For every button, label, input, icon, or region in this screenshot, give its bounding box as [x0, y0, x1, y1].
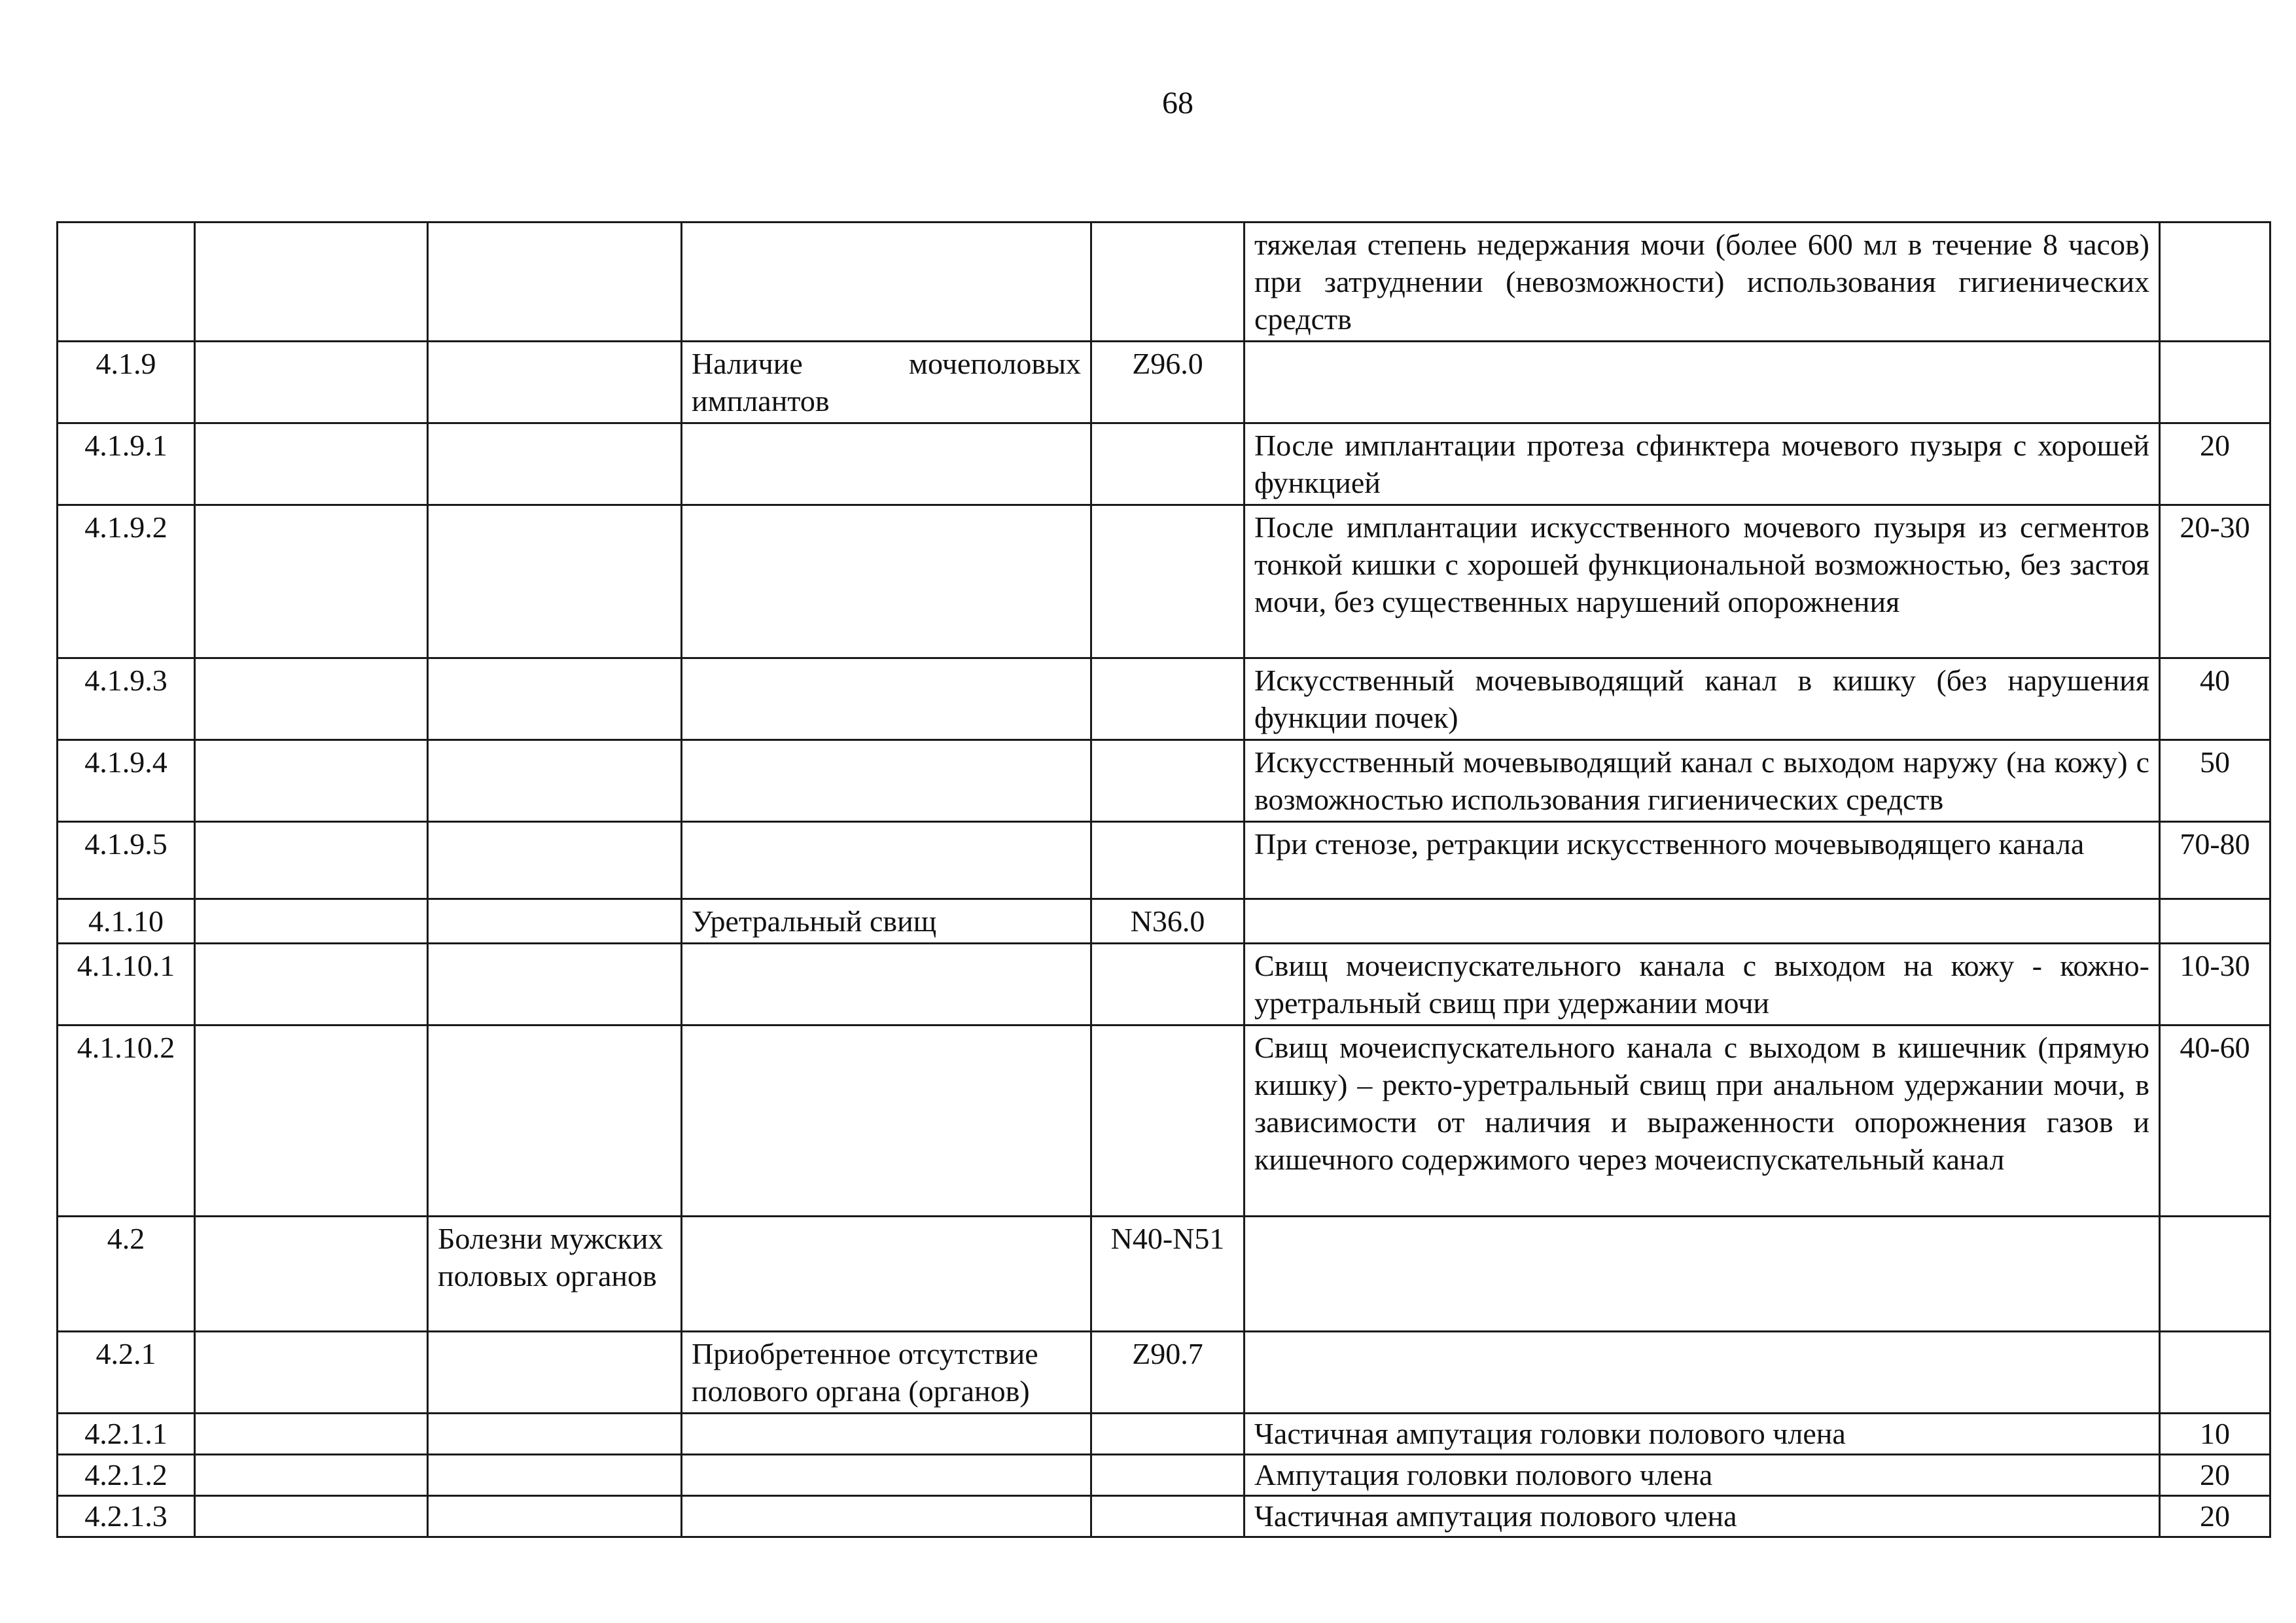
- condition-name-cell: [682, 1217, 1091, 1332]
- empty-cell: [195, 342, 428, 423]
- row-number-cell: 4.2.1.2: [58, 1455, 195, 1496]
- row-number-cell: 4.2: [58, 1217, 195, 1332]
- percent-cell: 10: [2160, 1414, 2270, 1455]
- row-number-cell: 4.1.10.1: [58, 944, 195, 1026]
- description-cell: Свищ мочеиспускательного канала с выходом в кишечник (прямую кишку) – ректо-уретральный свищ при анальном удержании мочи, в зависимости от наличия и выраженности опорожнения газов и кишечного содержимого через мочеиспускательный канал: [1245, 1026, 2160, 1217]
- description-cell: [1245, 342, 2160, 423]
- percent-cell: [2160, 1217, 2270, 1332]
- description-cell: Свищ мочеиспускательного канала с выходом на кожу - кожно-уретральный свищ при удержании мочи: [1245, 944, 2160, 1026]
- condition-name-cell: [682, 944, 1091, 1026]
- percent-cell: 50: [2160, 740, 2270, 822]
- condition-name-cell: [682, 822, 1091, 899]
- icd-code-cell: N36.0: [1091, 899, 1245, 944]
- table-row: [58, 1217, 2270, 1332]
- table-row: [58, 944, 2270, 1026]
- percent-cell: 20: [2160, 1496, 2270, 1537]
- table-row: [58, 822, 2270, 899]
- condition-name-cell: [682, 1414, 1091, 1455]
- description-cell: [1245, 1217, 2160, 1332]
- category-cell: [428, 1496, 682, 1537]
- condition-name-cell: [682, 505, 1091, 658]
- condition-name-cell: [682, 223, 1091, 342]
- empty-cell: [195, 1026, 428, 1217]
- empty-cell: [195, 1217, 428, 1332]
- icd-code-cell: [1091, 1496, 1245, 1537]
- empty-cell: [195, 1332, 428, 1414]
- description-cell: [1245, 1332, 2160, 1414]
- empty-cell: [195, 423, 428, 505]
- empty-cell: [195, 658, 428, 740]
- percent-cell: 40-60: [2160, 1026, 2270, 1217]
- icd-code-cell: [1091, 1026, 1245, 1217]
- row-number-cell: 4.1.9.1: [58, 423, 195, 505]
- icd-code-cell: Z96.0: [1091, 342, 1245, 423]
- row-number-cell: 4.1.9: [58, 342, 195, 423]
- table-row: [58, 1026, 2270, 1217]
- category-cell: [428, 899, 682, 944]
- table-row: [58, 342, 2270, 423]
- empty-cell: [195, 1496, 428, 1537]
- table-row: [58, 505, 2270, 658]
- classification-table: [56, 221, 2271, 1538]
- row-number-cell: 4.1.10: [58, 899, 195, 944]
- empty-cell: [195, 740, 428, 822]
- description-cell: Частичная ампутация головки полового члена: [1245, 1414, 2160, 1455]
- table-row: [58, 1332, 2270, 1414]
- category-cell: [428, 1332, 682, 1414]
- category-cell: [428, 1455, 682, 1496]
- description-cell: тяжелая степень недержания мочи (более 600 мл в течение 8 часов) при затруднении (невозможности) использования гигиенических средств: [1245, 223, 2160, 342]
- row-number-cell: 4.2.1.3: [58, 1496, 195, 1537]
- empty-cell: [195, 1455, 428, 1496]
- condition-name-cell: [682, 658, 1091, 740]
- description-cell: Искусственный мочевыводящий канал с выходом наружу (на кожу) с возможностью использования гигиенических средств: [1245, 740, 2160, 822]
- icd-code-cell: Z90.7: [1091, 1332, 1245, 1414]
- percent-cell: 20: [2160, 423, 2270, 505]
- empty-cell: [195, 1414, 428, 1455]
- row-number-cell: 4.1.10.2: [58, 1026, 195, 1217]
- table-row: [58, 1414, 2270, 1455]
- row-number-cell: 4.2.1.1: [58, 1414, 195, 1455]
- empty-cell: [195, 822, 428, 899]
- percent-cell: 20-30: [2160, 505, 2270, 658]
- condition-name-cell: Приобретенное отсутствие полового органа (органов): [682, 1332, 1091, 1414]
- table-row: [58, 658, 2270, 740]
- description-cell: Частичная ампутация полового члена: [1245, 1496, 2160, 1537]
- row-number-cell: [58, 223, 195, 342]
- percent-cell: 10-30: [2160, 944, 2270, 1026]
- condition-name-cell: [682, 423, 1091, 505]
- category-cell: [428, 658, 682, 740]
- icd-code-cell: [1091, 505, 1245, 658]
- icd-code-cell: [1091, 944, 1245, 1026]
- table-row: [58, 223, 2270, 342]
- category-cell: [428, 944, 682, 1026]
- empty-cell: [195, 944, 428, 1026]
- icd-code-cell: [1091, 740, 1245, 822]
- condition-name-cell: Наличие мочеполовых имплантов: [682, 342, 1091, 423]
- row-number-cell: 4.1.9.2: [58, 505, 195, 658]
- condition-name-cell: [682, 1496, 1091, 1537]
- category-cell: [428, 505, 682, 658]
- percent-cell: 20: [2160, 1455, 2270, 1496]
- percent-cell: 40: [2160, 658, 2270, 740]
- category-cell: [428, 223, 682, 342]
- condition-name-cell: [682, 1455, 1091, 1496]
- icd-code-cell: [1091, 1414, 1245, 1455]
- page-number: 68: [1162, 86, 1193, 120]
- empty-cell: [195, 505, 428, 658]
- table-row: [58, 1496, 2270, 1537]
- percent-cell: [2160, 899, 2270, 944]
- category-cell: [428, 423, 682, 505]
- category-cell: [428, 1026, 682, 1217]
- category-cell: [428, 740, 682, 822]
- icd-code-cell: [1091, 822, 1245, 899]
- icd-code-cell: [1091, 423, 1245, 505]
- description-cell: После имплантации протеза сфинктера мочевого пузыря с хорошей функцией: [1245, 423, 2160, 505]
- row-number-cell: 4.1.9.5: [58, 822, 195, 899]
- percent-cell: [2160, 223, 2270, 342]
- description-cell: Искусственный мочевыводящий канал в кишку (без нарушения функции почек): [1245, 658, 2160, 740]
- table-row: [58, 423, 2270, 505]
- row-number-cell: 4.1.9.3: [58, 658, 195, 740]
- percent-cell: [2160, 1332, 2270, 1414]
- percent-cell: 70-80: [2160, 822, 2270, 899]
- category-cell: Болезни мужских половых органов: [428, 1217, 682, 1332]
- description-cell: [1245, 899, 2160, 944]
- icd-code-cell: [1091, 658, 1245, 740]
- table-body: [58, 223, 2270, 1537]
- description-cell: При стенозе, ретракции искусственного мочевыводящего канала: [1245, 822, 2160, 899]
- row-number-cell: 4.2.1: [58, 1332, 195, 1414]
- condition-name-cell: [682, 1026, 1091, 1217]
- category-cell: [428, 1414, 682, 1455]
- icd-code-cell: [1091, 223, 1245, 342]
- empty-cell: [195, 223, 428, 342]
- category-cell: [428, 342, 682, 423]
- icd-code-cell: [1091, 1455, 1245, 1496]
- table-row: [58, 899, 2270, 944]
- condition-name-cell: [682, 740, 1091, 822]
- row-number-cell: 4.1.9.4: [58, 740, 195, 822]
- table-row: [58, 1455, 2270, 1496]
- percent-cell: [2160, 342, 2270, 423]
- empty-cell: [195, 899, 428, 944]
- table-row: [58, 740, 2270, 822]
- condition-name-cell: Уретральный свищ: [682, 899, 1091, 944]
- description-cell: После имплантации искусственного мочевого пузыря из сегментов тонкой кишки с хорошей функциональной возможностью, без застоя мочи, без существенных нарушений опорожнения: [1245, 505, 2160, 658]
- icd-code-cell: N40-N51: [1091, 1217, 1245, 1332]
- category-cell: [428, 822, 682, 899]
- description-cell: Ампутация головки полового члена: [1245, 1455, 2160, 1496]
